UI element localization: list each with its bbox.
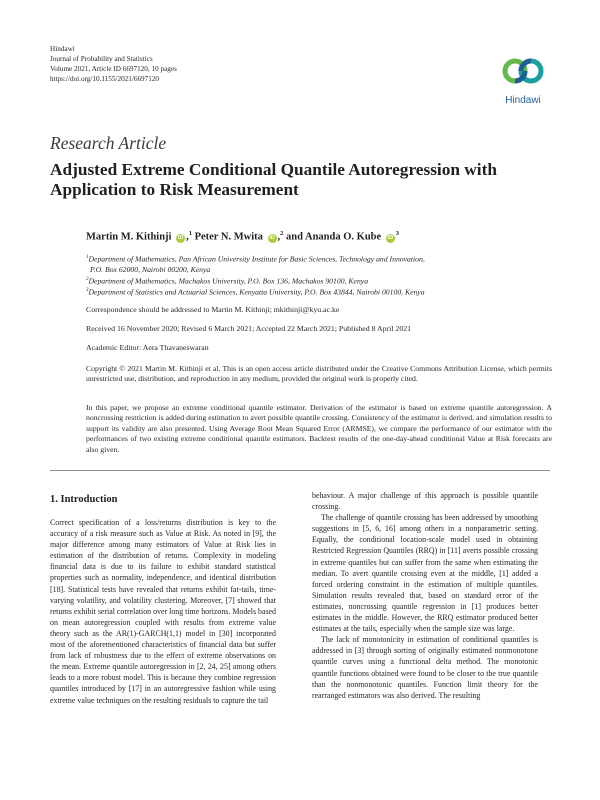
orcid-icon[interactable]: iD: [177, 234, 184, 241]
affiliation-1-line2: P.O. Box 62000, Nairobi 00200, Kenya: [90, 264, 211, 274]
academic-editor: Academic Editor: Aera Thavaneswaran: [86, 343, 209, 352]
abstract: In this paper, we propose an extreme conditional quantile estimator. Derivation of the estimator is based on extreme quantile autoregression. A noncrossing restriction is added during estimation to avert possible quantile crossing. Consistency of the estimator is derived, and simulation results to support its validity are also presented. Using Average Root Mean Squared Error (ARMSE), we compare the performance of our estimator with the performances of two existing extreme conditional quantile estimators. Backtest results of the one-day-ahead conditional Value at Risk forecasts are also given.: [86, 403, 552, 454]
divider: [50, 470, 550, 471]
right-column: [312, 490, 538, 701]
author-name[interactable]: Martin M. Kithinji: [86, 231, 172, 243]
author-list: Martin M. Kithinji iD ,$^1$ Peter N. Mwita iD ,$^2$ and Ananda O. Kube $iD^3$: [86, 230, 400, 243]
volume-info: Volume 2021, Article ID 6697120, 10 pages: [50, 65, 177, 73]
author-affiliation-sup: 2: [280, 230, 284, 237]
affiliation-1: $^1$Department of Mathematics, Pan African University Institute for Basic Sciences, Technology and Innovation,: [86, 254, 425, 264]
author-name[interactable]: Peter N. Mwita: [194, 231, 263, 243]
doi-link[interactable]: https://doi.org/10.1155/2021/6697120: [50, 75, 160, 83]
paragraph: behaviour. A major challenge of this approach is possible quantile crossing.: [312, 491, 538, 512]
author-affiliation-sup: 1: [188, 230, 192, 237]
article-title: Adjusted Extreme Conditional Quantile Autoregression with Application to Risk Measurement: [50, 160, 497, 199]
copyright-notice: Copyright © 2021 Martin M. Kithinji et al. This is an open access article distributed under the Creative Commons Attribution License, which permits unrestricted use, distribution, and reproduction in any medium, provided the original work is properly cited.: [86, 364, 552, 383]
article-type: Research Article: [50, 133, 167, 153]
hindawi-logo-icon: [498, 48, 548, 94]
dates: Received 16 November 2020; Revised 6 March 2021; Accepted 22 March 2021; Published 8 April 2021: [86, 324, 412, 333]
logo-text: Hindawi: [505, 95, 541, 106]
orcid-icon[interactable]: iD: [269, 234, 275, 241]
hindawi-logo[interactable]: [498, 48, 548, 108]
affiliation-3: $^3$Department of Statistics and Actuarial Sciences, Kenyatta University, P.O. Box 43844, Nairobi 00100, Kenya: [86, 287, 425, 297]
correspondence: Correspondence should be addressed to Martin M. Kithinji; mkithinji@kyu.ac.ke: [86, 305, 340, 314]
author-affiliation-sup: 3: [395, 230, 400, 237]
affiliation-2: $^2$Department of Mathematics, Machakos University, P.O. Box 136, Machakos 90100, Kenya: [86, 276, 369, 286]
journal-name: Journal of Probability and Statistics: [50, 55, 153, 63]
orcid-icon[interactable]: iD: [387, 234, 394, 241]
journal-info: [50, 44, 177, 84]
paragraph: The lack of monotonicity in estimation of conditional quantiles is addressed in [3] through sorting of originally estimated nonmonotone quantile curves using a functional delta method. The monotonic quantile functions obtained were found to be closer to the true quantile than the nonmonotonic quantiles. Function limit theory for the rearranged estimators was also derived. The resulting: [312, 635, 538, 700]
paragraph: Correct specification of a loss/returns distribution is key to the accuracy of a risk measure such as Value at Risk. As noted in [9], the major difference among many estimators of Value at Risk lies in estimation of the distribution of returns. Complexity in modeling financial data is due to its failure to exhibit standard statistical properties such as normality, independence, and identical distribution [18]. Statistical tests have revealed that returns exhibit fat-tails, time-varying volatility, and volatility clustering. Moreover, [7] showed that returns exhibit serial correlation over long time horizons. Models based on mean autoregression coupled with results from extreme value theory such as the AR(1)-GARCH(1,1) model in [30] incorporated most of the aforementioned characteristics of financial data but suffer from lack of robustness due to the effect of extreme observations on the mean. Extreme quantile autoregression in [2, 24, 25] among others leads to a more robust model. This is because they combine regression quantiles introduced by [17] in an autoregressive fashion while using extreme value techniques on the resulting residuals to capture the tail: [50, 518, 276, 705]
publisher-name: Hindawi: [50, 45, 75, 53]
paragraph: The challenge of quantile crossing has been addressed by smoothing suggestions in [5, 6, 16] among others in a nonparametric setting. Equally, the conditional location-scale model used in obtaining Restricted Regression Quantiles (RRQ) in [11] averts possible crossing in extreme quantiles but can suffer from the same when estimating the median. To avert quantile crossing even at the middle, [1] added a forced ordering constraint in the estimation of multiple quantiles. Simulation results revealed that, based on standard error of the estimates, noncrossing quantile regression in [1] produces better estimates in the middle. However, the RRQ estimator produced better estimates at the tails, especially when the sample size was large.: [312, 513, 538, 634]
affiliations: [86, 253, 556, 298]
section-heading: 1. Introduction: [50, 494, 118, 505]
left-column: [50, 517, 276, 706]
author-name[interactable]: and Ananda O. Kube: [286, 231, 382, 243]
